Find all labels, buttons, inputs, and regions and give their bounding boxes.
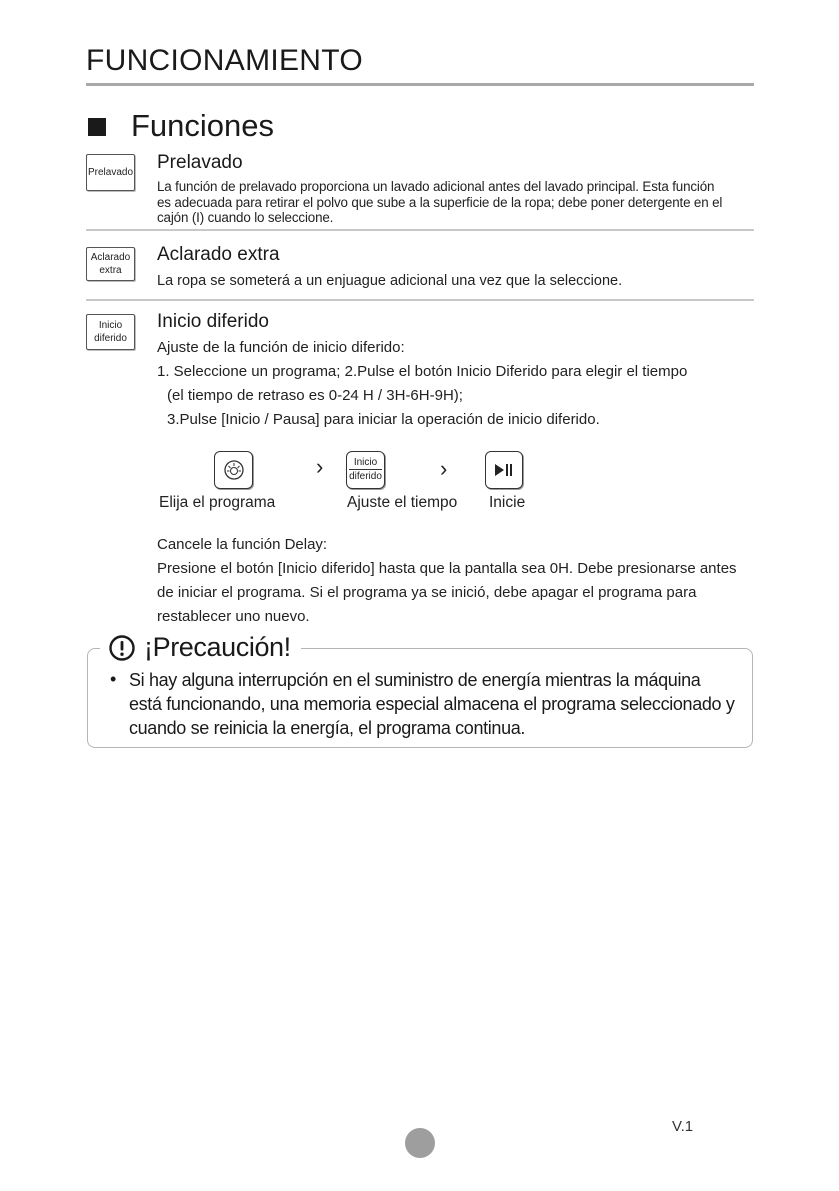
play-pause-icon <box>493 462 515 478</box>
prelavado-icon-label: Prelavado <box>87 167 134 178</box>
caution-title: ¡Precaución! <box>144 632 291 662</box>
prelavado-line: es adecuada para retirar el polvo que sube a la superficie de la ropa; debe poner detergente en el <box>157 194 723 210</box>
page-title: FUNCIONAMIENTO <box>86 44 363 77</box>
prelavado-line: cajón (I) cuando lo seleccione. <box>157 210 334 225</box>
step-label: Ajuste el tiempo <box>347 494 458 511</box>
prelavado-button-icon <box>86 154 135 191</box>
chevron-right-icon: › <box>440 456 448 481</box>
prelavado-description <box>157 179 757 226</box>
page-number-circle <box>405 1128 435 1158</box>
inicio-line: 3.Pulse [Inicio / Pausa] para iniciar la operación de inicio diferido. <box>167 411 600 428</box>
chevron-right-icon: › <box>316 454 324 479</box>
cancel-line: restablecer uno nuevo. <box>157 608 310 625</box>
inicio-icon-label-1: Inicio <box>98 320 123 331</box>
aclarado-extra-button-icon <box>86 247 135 281</box>
section-bullet-square <box>88 118 106 136</box>
header-divider <box>86 83 754 86</box>
inicio-title: Inicio diferido <box>157 311 269 332</box>
step-label: Inicie <box>489 494 526 511</box>
section-title: Funciones <box>131 108 275 143</box>
aclarado-icon-label-1: Aclarado <box>90 252 131 263</box>
caution-header <box>100 632 301 663</box>
inicio-diferido-step-button <box>346 451 385 489</box>
step2-label-1: Inicio <box>353 457 378 468</box>
inicio-icon-label-2: diferido <box>94 333 127 344</box>
step-label: Elija el programa <box>159 494 276 511</box>
aclarado-description: La ropa se someterá a un enjuague adicional una vez que la seleccione. <box>157 273 623 289</box>
caution-line: Si hay alguna interrupción en el suministro de energía mientras la máquina <box>129 670 701 690</box>
caution-line: cuando se reinicia la energía, el programa continua. <box>129 718 526 738</box>
inicio-line: Ajuste de la función de inicio diferido: <box>157 339 405 356</box>
cancel-line: Cancele la función Delay: <box>157 536 328 553</box>
program-dial-button <box>214 451 253 489</box>
section-divider <box>86 229 754 231</box>
prelavado-title: Prelavado <box>157 152 243 173</box>
aclarado-title: Aclarado extra <box>157 244 280 265</box>
start-pause-button <box>485 451 523 489</box>
step2-label-2: diferido <box>349 471 382 482</box>
section-divider <box>86 299 754 301</box>
inicio-diferido-button-icon <box>86 314 135 350</box>
caution-line: está funcionando, una memoria especial almacena el programa seleccionado y <box>129 694 735 714</box>
inicio-line: 1. Seleccione un programa; 2.Pulse el botón Inicio Diferido para elegir el tiempo <box>157 363 688 380</box>
inicio-line: (el tiempo de retraso es 0-24 H / 3H-6H-9H); <box>167 387 463 404</box>
warning-icon <box>108 634 136 662</box>
cancel-line: de iniciar el programa. Si el programa ya se inició, debe apagar el programa para <box>157 584 697 601</box>
program-dial-icon <box>222 458 246 482</box>
version-label: V.1 <box>672 1118 694 1135</box>
caution-text <box>129 668 739 740</box>
prelavado-line: La función de prelavado proporciona un lavado adicional antes del lavado principal. Esta función <box>157 179 715 194</box>
cancel-line: Presione el botón [Inicio diferido] hasta que la pantalla sea 0H. Debe presionarse antes <box>157 560 737 577</box>
caution-bullet: • <box>110 669 117 689</box>
aclarado-icon-label-2: extra <box>99 265 122 276</box>
